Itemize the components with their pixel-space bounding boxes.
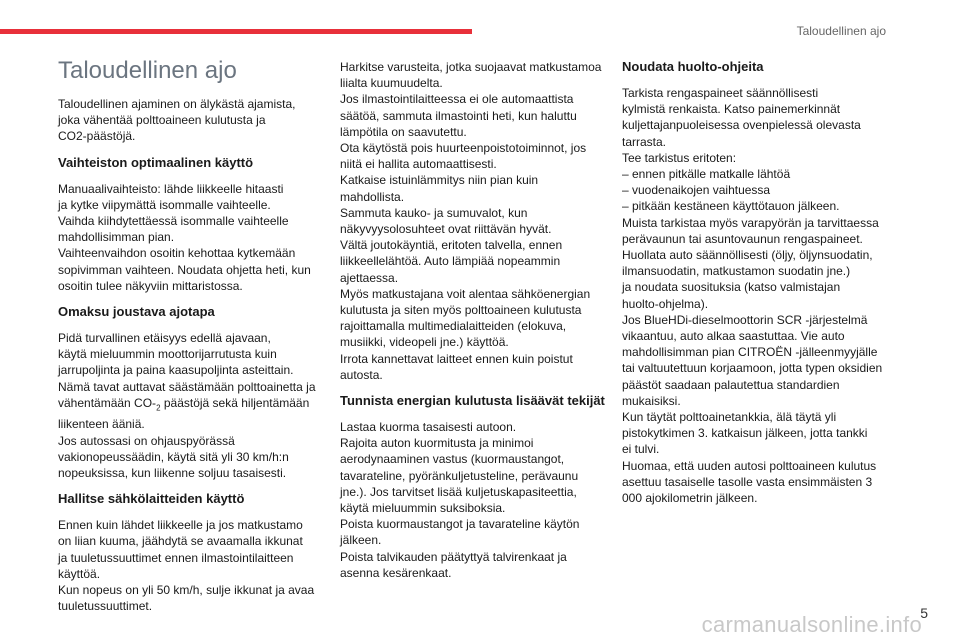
- text-line: Jos ilmastointilaitteessa ei ole automaattista: [340, 92, 574, 107]
- text-line: jälkeen.: [340, 533, 382, 548]
- co2-text-rest: päästöjä sekä hiljentämään: [160, 395, 310, 410]
- text-line: asenna kesärenkaat.: [340, 565, 452, 580]
- text-line: Huomaa, että uuden autosi polttoaineen kulutus: [622, 458, 877, 473]
- text-line: ajettaessa.: [340, 270, 399, 285]
- text-line: Tee tarkistus eritoten:: [622, 150, 737, 165]
- text-line: joka vähentää polttoaineen kulutusta ja: [58, 113, 266, 128]
- electrical-paragraph: [58, 517, 320, 614]
- text-line: asettuu tasaiselle tasolle vasta ensimmäisten 3: [622, 474, 873, 489]
- text-line: vakionopeussäädin, käytä sitä yli 30 km/h:n: [58, 449, 289, 464]
- text-line: perävaunun tai asuntovaunun rengaspaineet.: [622, 231, 863, 246]
- text-line: osoitin tulee näkyviin mittaristossa.: [58, 278, 243, 293]
- text-line: Jos BlueHDi-dieselmoottorin SCR -järjestelmä: [622, 312, 868, 327]
- text-line: rajoittamalla multimedialaitteiden (elokuva,: [340, 319, 567, 334]
- text-line: musiikki, videopeli jne.) käyttöä.: [340, 335, 509, 350]
- text-line: mahdollista.: [340, 189, 405, 204]
- text-line: autosta.: [340, 367, 383, 382]
- text-line: Kun nopeus on yli 50 km/h, sulje ikkunat ja avaa: [58, 583, 315, 598]
- section-heading: Tunnista energian kulutusta lisäävät tekijät: [340, 393, 605, 409]
- text-line: Ota käytöstä pois huurteenpoistotoiminnot, jos: [340, 141, 587, 156]
- text-line: niitä ei hallita automaattisesti.: [340, 157, 497, 172]
- text-line: näkyvyysolosuhteet ovat riittävän hyvät.: [340, 222, 552, 237]
- column-2: [340, 54, 606, 591]
- page-title: Taloudellinen ajo: [58, 57, 237, 84]
- text-line: Vaihteenvaihdon osoitin kehottaa kytkemään: [58, 246, 296, 261]
- section-heading: Hallitse sähkölaitteiden käyttö: [58, 491, 245, 507]
- text-line: käyttöä.: [58, 566, 101, 581]
- text-line: Harkitse varusteita, jotka suojaavat matkustamoa: [340, 60, 602, 74]
- column-3: [622, 54, 890, 516]
- maintenance-paragraph: [622, 85, 890, 506]
- list-item: – vuodenaikojen vaihtuessa: [622, 183, 771, 198]
- text-line: käytä mieluummin moottorijarrutusta kuin: [58, 347, 277, 362]
- text-line: Vältä joutokäyntiä, eritoten talvella, ennen: [340, 238, 563, 253]
- page-number: 5: [920, 605, 928, 621]
- text-line: kuljettajanpuoleisessa ovenpielessä olevasta: [622, 118, 861, 133]
- text-line: Muista tarkistaa myös varapyörän ja tarvittaessa: [622, 215, 879, 230]
- text-line: Rajoita auton kuormitusta ja minimoi: [340, 436, 534, 451]
- co2-line: [58, 395, 320, 417]
- text-line: Huollata auto säännöllisesti (öljy, öljynsuodatin,: [622, 248, 873, 263]
- text-line: Kun täytät polttoainetankkia, älä täytä yli: [622, 410, 837, 425]
- header-accent-bar: [0, 29, 472, 34]
- gearbox-paragraph: [58, 181, 320, 294]
- text-line: Lastaa kuorma tasaisesti autoon.: [340, 420, 517, 435]
- co2-subscript: 2: [156, 403, 161, 413]
- text-line: Tarkista rengaspaineet säännöllisesti: [622, 86, 819, 100]
- text-line: ja noudata suosituksia (katso valmistajan: [622, 280, 841, 295]
- text-line: vikaantuu, auto alkaa saastuttaa. Vie auto: [622, 329, 845, 344]
- text-line: nopeuksissa, kun liikenne soljuu tasaisesti.: [58, 466, 287, 481]
- co2-text: vähentämään CO-: [58, 395, 157, 410]
- section-heading: Omaksu joustava ajotapa: [58, 304, 215, 320]
- text-line: pistokytkimen 3. katkaisun jälkeen, jotta tankki: [622, 426, 868, 441]
- text-line: ja kytke viipymättä isommalle vaihteelle.: [58, 197, 271, 212]
- text-line: mukaisiksi.: [622, 393, 681, 408]
- text-line: Poista kuormaustangot ja tavarateline käytön: [340, 517, 580, 532]
- equipment-paragraph: [340, 59, 606, 383]
- energy-factors-paragraph: [340, 419, 606, 581]
- intro-paragraph: [58, 96, 320, 145]
- text-line: huolto-ohjelma).: [622, 296, 709, 311]
- text-line: kylmistä renkaista. Katso painemerkinnät: [622, 102, 841, 117]
- text-line: tavarateline, pyöränkuljetusteline, perävaunu: [340, 468, 579, 483]
- text-line: liialta kuumuudelta.: [340, 76, 443, 91]
- text-line: lämpötila on saavutettu.: [340, 124, 467, 139]
- text-line: sopivimman vaihteen. Noudata ohjetta heti, kun: [58, 262, 311, 277]
- text-line: Nämä tavat auttavat säästämään polttoainetta ja: [58, 379, 316, 394]
- text-line: liikenteen ääniä.: [58, 417, 145, 432]
- text-line: on liian kuuma, jäähdytä se avaamalla ikkunat: [58, 534, 303, 549]
- text-line: Manuaalivaihteisto: lähde liikkeelle hitaasti: [58, 181, 284, 196]
- text-line: 000 ajokilometrin jälkeen.: [622, 491, 758, 506]
- text-line: Vaihda kiihdytettäessä isommalle vaihteelle: [58, 214, 289, 229]
- text-line: jne.). Jos tarvitset lisää kuljetuskapasiteettia,: [340, 484, 577, 499]
- text-line: tarrasta.: [622, 134, 667, 149]
- text-line: CO2-päästöjä.: [58, 129, 136, 144]
- text-line: tai valtuutettuun korjaamoon, jotta typen oksidien: [622, 361, 883, 376]
- text-line: Poista talvikauden päätyttyä talvirenkaat ja: [340, 549, 567, 564]
- driving-style-paragraph: [58, 330, 320, 481]
- text-line: Irrota kannettavat laitteet ennen kuin poistut: [340, 351, 573, 366]
- text-line: kulutusta ja siten myös polttoaineen kulutusta: [340, 303, 582, 318]
- text-line: mahdollisimman pian.: [58, 230, 175, 245]
- text-line: tuuletussuuttimet.: [58, 599, 153, 614]
- watermark: carmanualsonline.info: [701, 612, 922, 637]
- text-line: Jos autossasi on ohjauspyörässä: [58, 433, 235, 448]
- section-heading: Noudata huolto-ohjeita: [622, 59, 764, 74]
- text-line: aerodynaaminen vastus (kuormaustangot,: [340, 452, 565, 467]
- text-line: Pidä turvallinen etäisyys edellä ajavaan,: [58, 331, 271, 346]
- text-line: mahdollisimman pian CITROËN -jälleenmyyjälle: [622, 345, 878, 360]
- column-1: [58, 54, 320, 624]
- text-line: jarrupoljinta ja paina kaasupoljinta asteittain.: [58, 363, 294, 378]
- running-header: Taloudellinen ajo: [796, 24, 886, 38]
- text-line: ja tuuletussuuttimet ennen ilmastointilaitteen: [58, 550, 294, 565]
- text-line: Sammuta kauko- ja sumuvalot, kun: [340, 205, 528, 220]
- text-line: päästöt saadaan palautettua standardien: [622, 377, 840, 392]
- text-line: ei tulvi.: [622, 442, 660, 457]
- text-line: Katkaise istuinlämmitys niin pian kuin: [340, 173, 539, 188]
- text-line: Ennen kuin lähdet liikkeelle ja jos matkustamo: [58, 518, 303, 533]
- text-line: liikkeellelähtöä. Auto lämpiää nopeammin: [340, 254, 561, 269]
- text-line: Myös matkustajana voit alentaa sähköenergian: [340, 286, 591, 301]
- list-item: – ennen pitkälle matkalle lähtöä: [622, 167, 791, 182]
- list-item: – pitkään kestäneen käyttötauon jälkeen.: [622, 199, 840, 214]
- text-line: ilmansuodatin, matkustamon suodatin jne.): [622, 264, 851, 279]
- text-line: säätöä, sammuta ilmastointi heti, kun haluttu: [340, 108, 577, 123]
- text-line: käytä mieluummin suksiboksia.: [340, 501, 506, 516]
- section-heading: Vaihteiston optimaalinen käyttö: [58, 154, 254, 170]
- text-line: Taloudellinen ajaminen on älykästä ajamista,: [58, 97, 296, 111]
